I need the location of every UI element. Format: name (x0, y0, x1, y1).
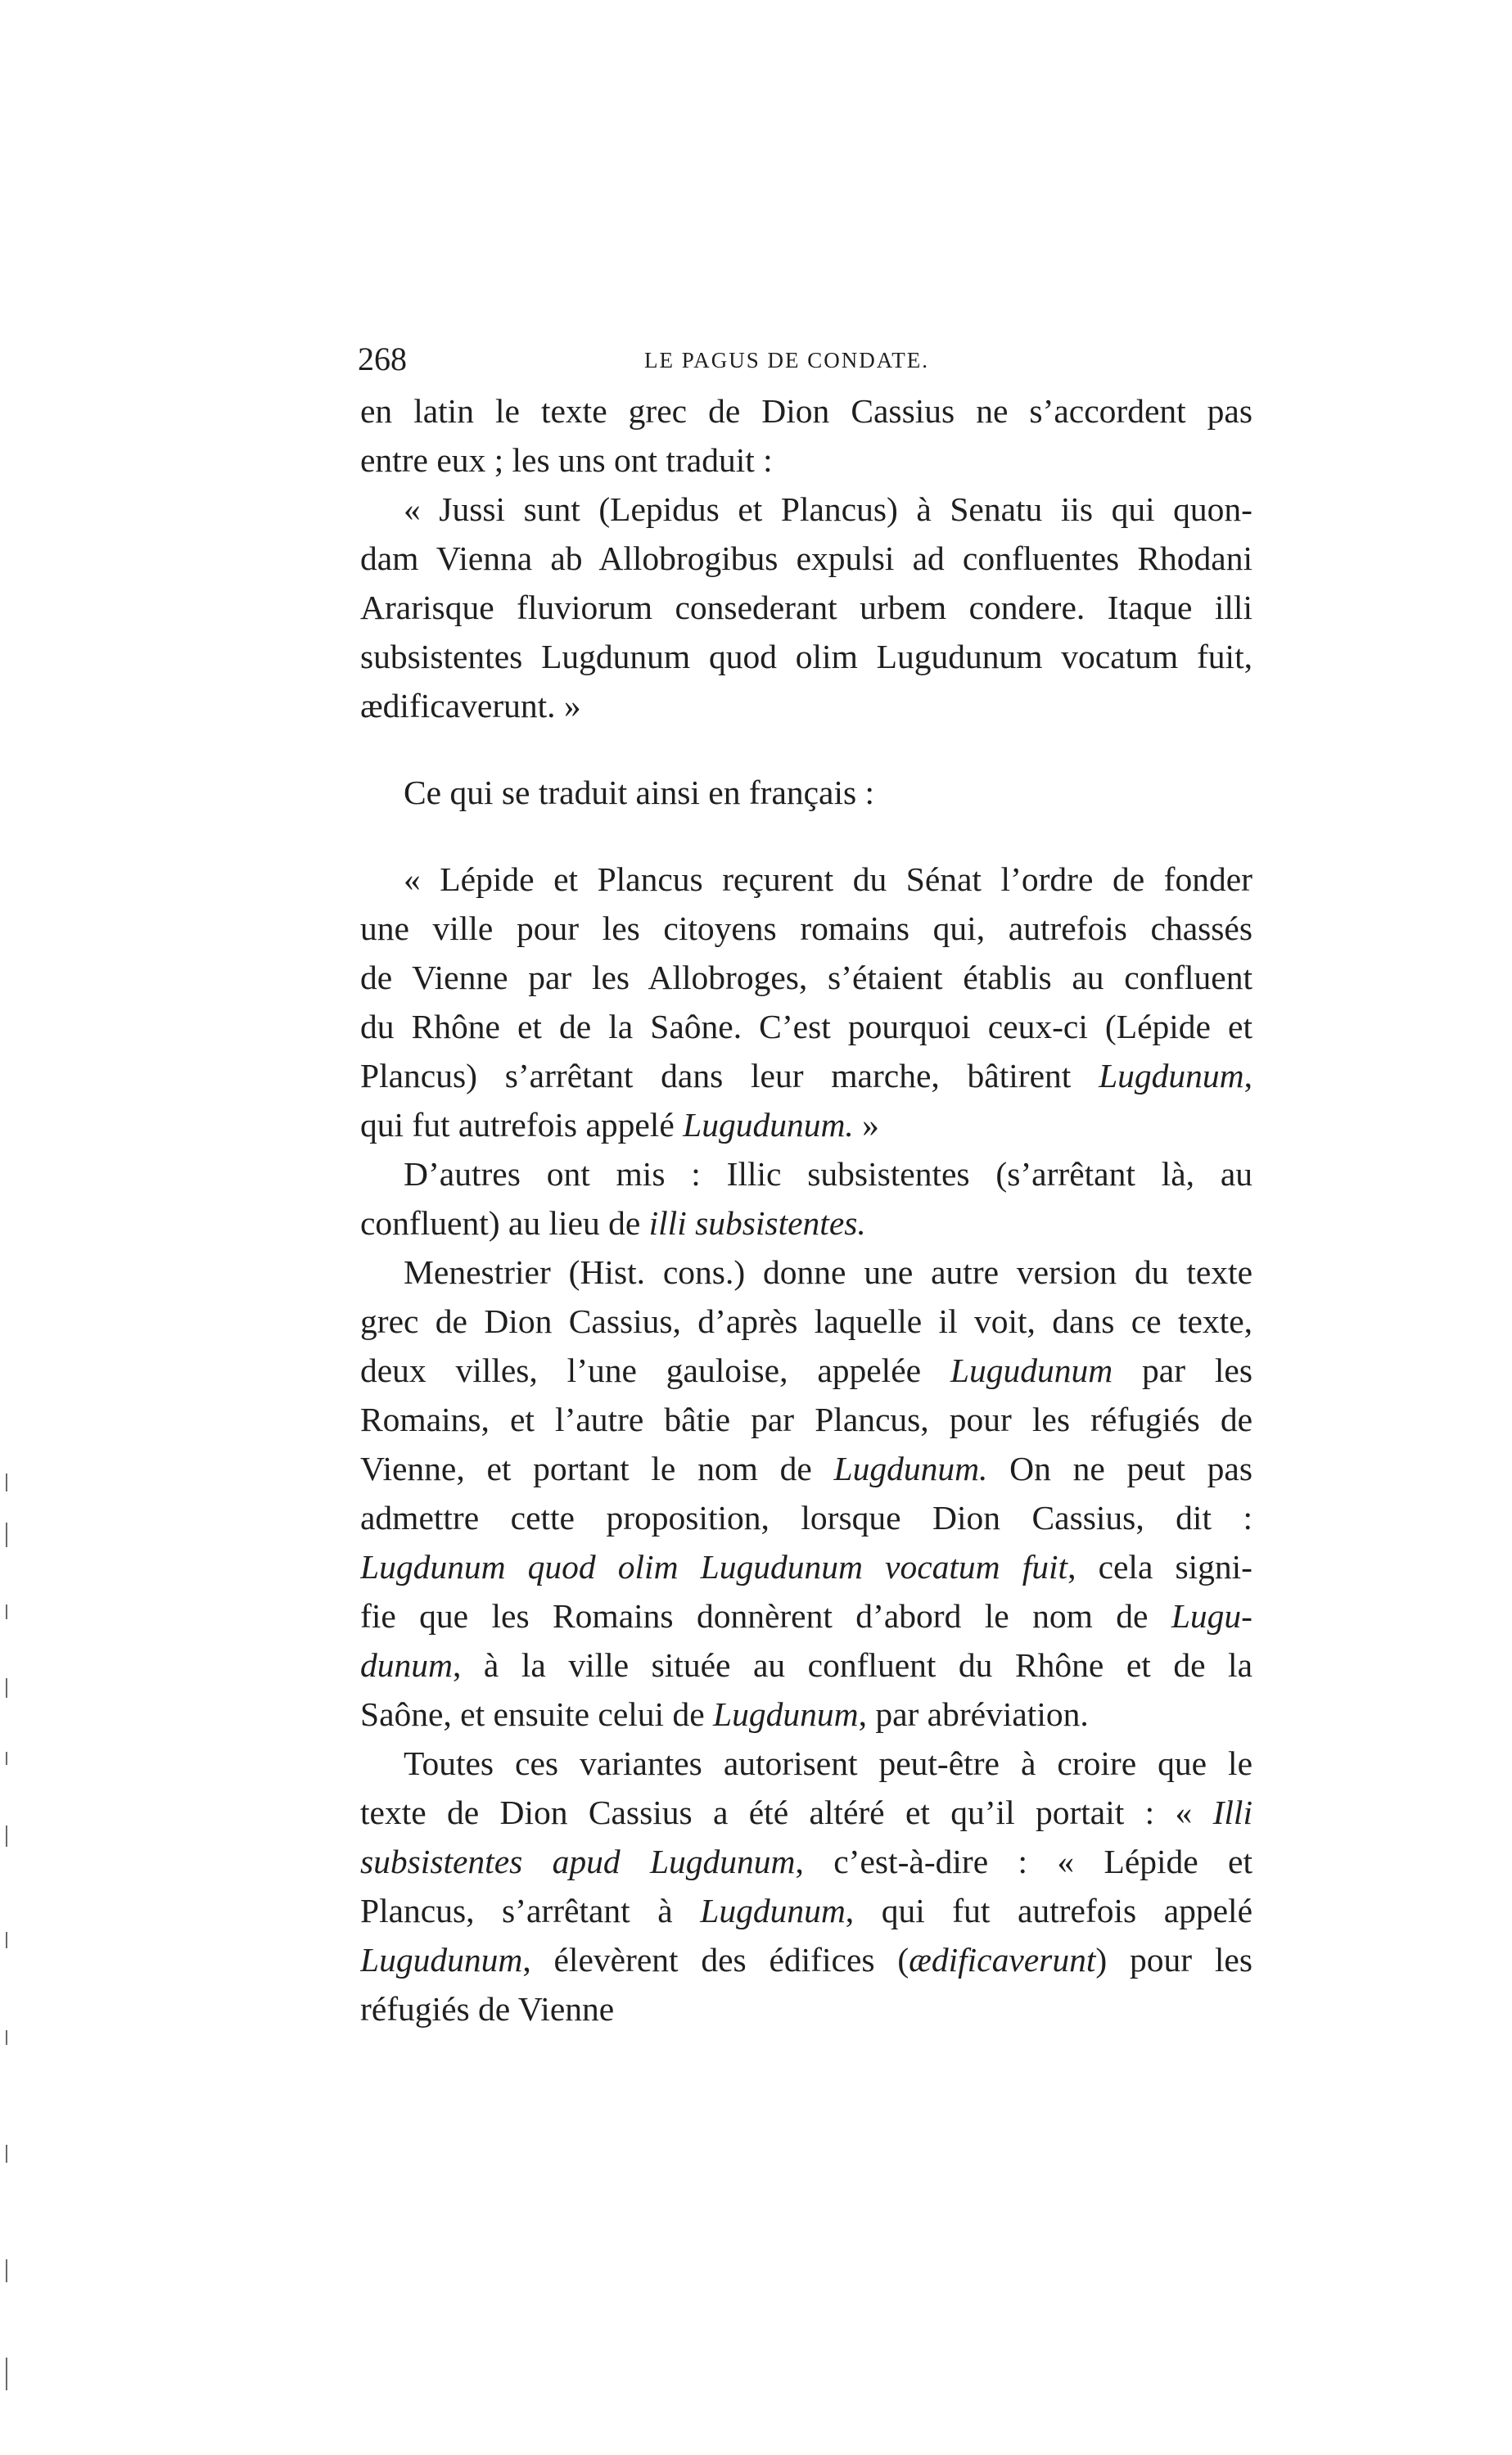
text-line: en latin le texte grec de Dion Cassius ne s’accordent pas (360, 392, 1252, 430)
text-line: Menestrier (Hist. cons.) donne une autre version du texte (404, 1253, 1252, 1291)
quote-line: subsistentes Lugdunum quod olim Lugudunum vocatum fuit, (360, 638, 1252, 675)
scan-mark (6, 1678, 7, 1698)
page-header (358, 340, 964, 389)
scan-mark (6, 1604, 7, 1619)
quote-line: dam Vienna ab Allobrogibus expulsi ad confluentes Rhodani (360, 539, 1252, 577)
scan-mark (6, 1473, 7, 1492)
text-line: confluent) au lieu de illi subsistentes. (360, 1204, 866, 1242)
text-line: Vienne, et portant le nom de Lugdunum. On ne peut pas (360, 1450, 1252, 1487)
quote-line: Ararisque fluviorum consederant urbem condere. Itaque illi (360, 589, 1252, 626)
text-line: deux villes, l’une gauloise, appelée Lugudunum par les (360, 1352, 1252, 1389)
translation-line: de Vienne par les Allobroges, s’étaient établis au confluent (360, 959, 1252, 996)
text-line: dunum, à la ville située au confluent du Rhône et de la (360, 1646, 1252, 1684)
translation-line: une ville pour les citoyens romains qui, autrefois chassés (360, 909, 1252, 947)
paragraph-gap (360, 730, 1252, 768)
running-title: LE PAGUS DE CONDATE. (644, 348, 930, 372)
paragraph-gap (360, 817, 1252, 855)
text-line: Ce qui se traduit ainsi en français : (404, 774, 875, 811)
quote-line: « Jussi sunt (Lepidus et Plancus) à Senatu iis qui quon- (404, 490, 1252, 528)
scan-mark (6, 2030, 7, 2045)
scan-edge-marks (3, 1473, 11, 2415)
text-line: subsistentes apud Lugdunum, c’est-à-dire : « Lépide et (360, 1843, 1252, 1880)
text-line: grec de Dion Cassius, d’après laquelle il voit, dans ce texte, (360, 1302, 1252, 1340)
scan-mark (6, 2259, 7, 2282)
scan-mark (6, 1825, 7, 1847)
scan-mark (6, 2145, 7, 2163)
translation-line: du Rhône et de la Saône. C’est pourquoi ceux-ci (Lépide et (360, 1008, 1252, 1045)
scan-mark (6, 1523, 7, 1547)
quote-line: ædificaverunt. » (360, 687, 581, 724)
text-line: Toutes ces variantes autorisent peut-être à croire que le (404, 1744, 1252, 1782)
text-line: Lugudunum, élevèrent des édifices (ædificaverunt) pour les (360, 1941, 1252, 1979)
page-number: 268 (358, 341, 407, 377)
text-line: texte de Dion Cassius a été altéré et qu’il portait : « Illi (360, 1794, 1252, 1831)
scan-mark (6, 1932, 7, 1948)
text-line: réfugiés de Vienne (360, 1990, 615, 2028)
text-line: entre eux ; les uns ont traduit : (360, 441, 773, 479)
translation-line: « Lépide et Plancus reçurent du Sénat l’ordre de fonder (404, 860, 1252, 898)
scan-mark (6, 2358, 7, 2390)
scan-mark (6, 1752, 7, 1765)
text-line: admettre cette proposition, lorsque Dion Cassius, dit : (360, 1499, 1252, 1537)
text-line: D’autres ont mis : Illic subsistentes (s’arrêtant là, au (404, 1155, 1252, 1193)
text-line: Romains, et l’autre bâtie par Plancus, pour les réfugiés de (360, 1401, 1252, 1438)
text-line: Plancus, s’arrêtant à Lugdunum, qui fut autrefois appelé (360, 1892, 1252, 1929)
text-line: Saône, et ensuite celui de Lugdunum, par abréviation. (360, 1695, 1089, 1733)
body-text (360, 386, 1252, 2033)
text-line: fie que les Romains donnèrent d’abord le nom de Lugu- (360, 1597, 1252, 1635)
text-line: Lugdunum quod olim Lugudunum vocatum fuit, cela signi- (360, 1548, 1252, 1586)
translation-line: Plancus) s’arrêtant dans leur marche, bâtirent Lugdunum, (360, 1057, 1252, 1094)
translation-line: qui fut autrefois appelé Lugudunum. » (360, 1106, 879, 1144)
